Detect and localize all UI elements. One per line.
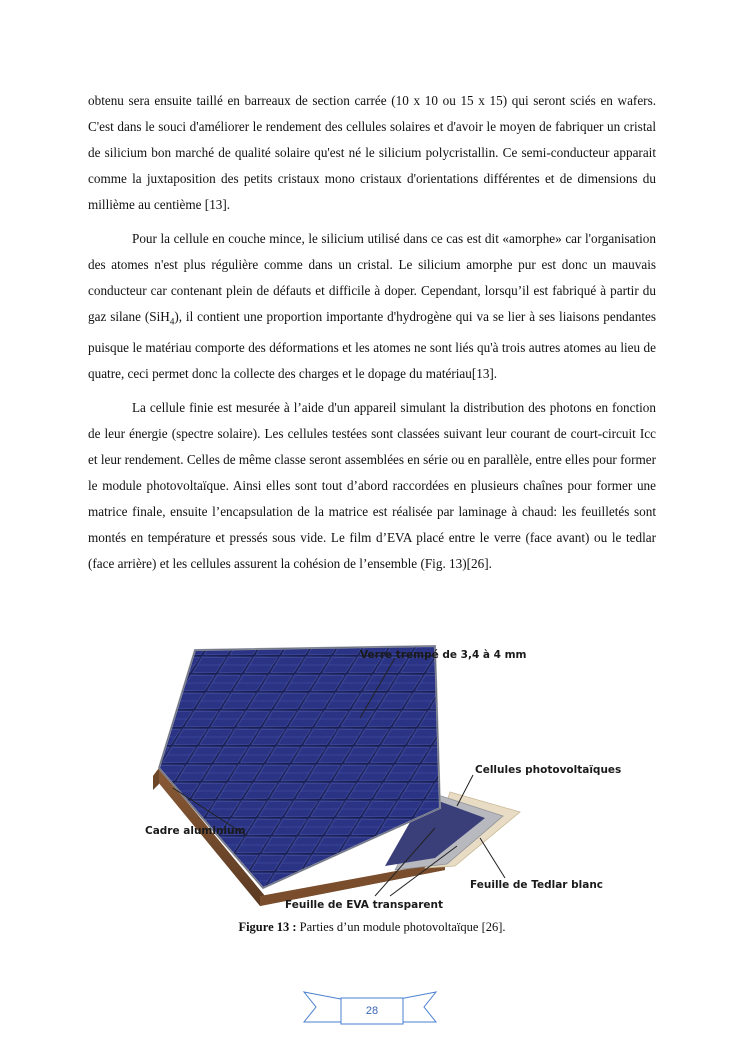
page-number: 28: [365, 1005, 379, 1017]
caption-text: Parties d’un module photovoltaïque [26].: [296, 920, 506, 934]
paragraph-1: obtenu sera ensuite taillé en barreaux de section carrée (10 x 10 ou 15 x 15) qui seront sciés en wafers. C'est dans le souci d'améliorer le rendement des cellules solaires et d'avoir le moyen de fabriquer un cristal de silicium bon marché de qualité solaire qu'est né le silicium polycristallin. Ce semi-conducteur apparait comme la juxtaposition des petits cristaux mono cristaux d'orientations différentes et de dimensions du millième au centième [13].: [88, 93, 656, 212]
label-cellules: Cellules photovoltaïques: [475, 764, 622, 776]
silane-subscript: 4: [169, 316, 175, 327]
paragraph-2: [88, 226, 656, 387]
label-cadre: Cadre aluminium: [145, 825, 246, 837]
paragraph-2-rest: ), il contient une proportion importante d'hydrogène qui va se lier à ses liaisons pendantes puisque le matériau comporte des déformations et les atomes ne sont liés qu'à trois autres atomes au lieu de quatre, ceci permet donc la collecte des charges et le dopage du matériau[13].: [88, 309, 656, 381]
paragraph-2-start: Pour la cellule en couche mince, le silicium utilisé dans ce cas est dit «amorphe» car l'organisation des atomes n'est plus régulière comme dans un cristal. Le silicium amorphe pur est donc un mauvais conducteur car contenant plein de défauts et difficile à doper. Cependant, lorsqu’il est fabriqué à partir du gaz silane (SiH: [88, 231, 656, 324]
body-text: [88, 88, 656, 585]
solar-module-figure: [135, 638, 625, 916]
label-tedlar: Feuille de Tedlar blanc: [470, 879, 604, 891]
figure-caption: [0, 920, 744, 935]
caption-label: Figure 13 :: [238, 920, 297, 934]
label-eva: Feuille de EVA transparent: [285, 899, 443, 911]
paragraph-3: La cellule finie est mesurée à l’aide d'un appareil simulant la distribution des photons en fonction de leur énergie (spectre solaire). Les cellules testées sont classées suivant leur courant de court-circuit Icc et leur rendement. Celles de même classe seront assemblées en série ou en parallèle, entre elles pour former le module photovoltaïque. Ainsi elles sont tout d’abord raccordées en plusieurs chaînes pour former une matrice finale, ensuite l’encapsulation de la matrice est réalisée par laminage à chaud: les feuilletés sont montés en température et pressés sous vide. Le film d’EVA placé entre le verre (face avant) ou le tedlar (face arrière) et les cellules assurent la cohésion de l’ensemble (Fig. 13)[26].: [88, 399, 656, 571]
label-verre: Verre trempé de 3,4 à 4 mm: [360, 649, 527, 661]
